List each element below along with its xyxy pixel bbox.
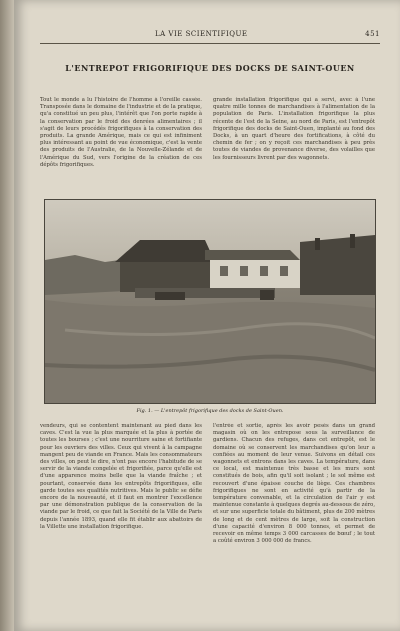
page-number: 451 [365,30,380,38]
text-column-right-bottom: l'entrée et sortie, après les avoir pesés dans un grand magasin où on les entrepose sous la surveillance de gardiens. Chacun des refuges, dans cet entrepôt, est le domaine où se conservent les marchandises qu'on leur a confiées au moment de leur venue. Suivons en détail ces wagonnets et entrons dans les caves. La température, dans ce local, est maintenue très basse et les murs sont constitués de bois, afin qu'il soit isolant ; le sol même est recouvert d'une épaisse couche de liège. Ces chambres frigorifiques ne sont en activité qu'à partir de la température convenable, et la circulation de l'air y est maintenue constante à quelques degrés au-dessous de zéro, et sur une superficie totale du bâtiment, plus de 200 mètres de long et de cent mètres de large, soit la construction d'une capacité d'environ 8 000 tonnes, et permet de recevoir en même temps 3 000 carcasses de bœuf ; le tout a coûté environ 3 000 000 de francs. [213,423,375,545]
figure-photograph [44,199,376,404]
article-title: L'ENTREPOT FRIGORIFIQUE DES DOCKS DE SAINT-OUEN [65,63,355,73]
figure-caption: Fig. 1. — L'entrepôt frigorifique des docks de Saint-Ouen. [136,408,284,414]
text-column-left-top: Tout le monde a lu l'histoire de l'homme à l'oreille cassée. Transposée dans le domaine de l'industrie et de la pratique, qu'a constitué un peu plus, l'intérêt que l'on porte rapide à la conservation par le froid des denrées alimentaires ; il s'agit de leurs procédés frigorifiques à la conservation des produits. La grande Amérique, mais ce qui est infiniment plus intéressant au point de vue économique, c'est la vente des produits de l'Australie, de la Nouvelle-Zélande et de l'Amérique du Sud, vers l'origine de la création de ces dépôts frigorifiques. [40,97,202,168]
text-column-left-bottom: vendeurs, qui se contentent maintenant au pied dans les caves. C'est la vue la plus marquée et la plus à portée de toutes les bourses ; c'est une nourriture saine et fortifiante pour les ouvriers des villes. Ceux qui vivent à la campagne mangent peu de viande en France. Mais les consommateurs des villes, on peut le dire, n'ont pas encore l'habitude de se servir de la viande congelée et frigorifiée, parce qu'elle est d'une apparence moins belle que la viande fraîche ; et pourtant, conservée dans les entrepôts frigorifiques, elle garde toutes ses qualités nutritives. Mais le public se défie encore de la nouveauté, et il faut en montrer l'excellence par une démonstration publique de la conservation de la viande par le froid, ce que fait la Société de la Ville de Paris depuis l'année 1893, quand elle fit établir aux abattoirs de la Villette une installation frigorifique. [40,423,202,530]
text-column-right-top: grande installation frigorifique qui a servi, avec à l'une quatre mille tonnes de marchandises à l'alimentation de la population de Paris. L'installation frigorifique la plus récente de l'est de la Seine, au nord de Paris, est l'entrepôt frigorifique des docks de Saint-Ouen, implanté au fond des Docks, à un quart d'heure des fortifications, à côté du chemin de fer ; on y reçoit ces marchandises à peu près toutes de viandes de provenance diverse, des volailles que les fournisseurs livrent par des wagonnets. [213,97,375,161]
running-head-title: LA VIE SCIENTIFIQUE [155,30,248,38]
running-head [40,30,380,42]
book-spine [0,0,14,631]
header-rule [40,43,380,44]
